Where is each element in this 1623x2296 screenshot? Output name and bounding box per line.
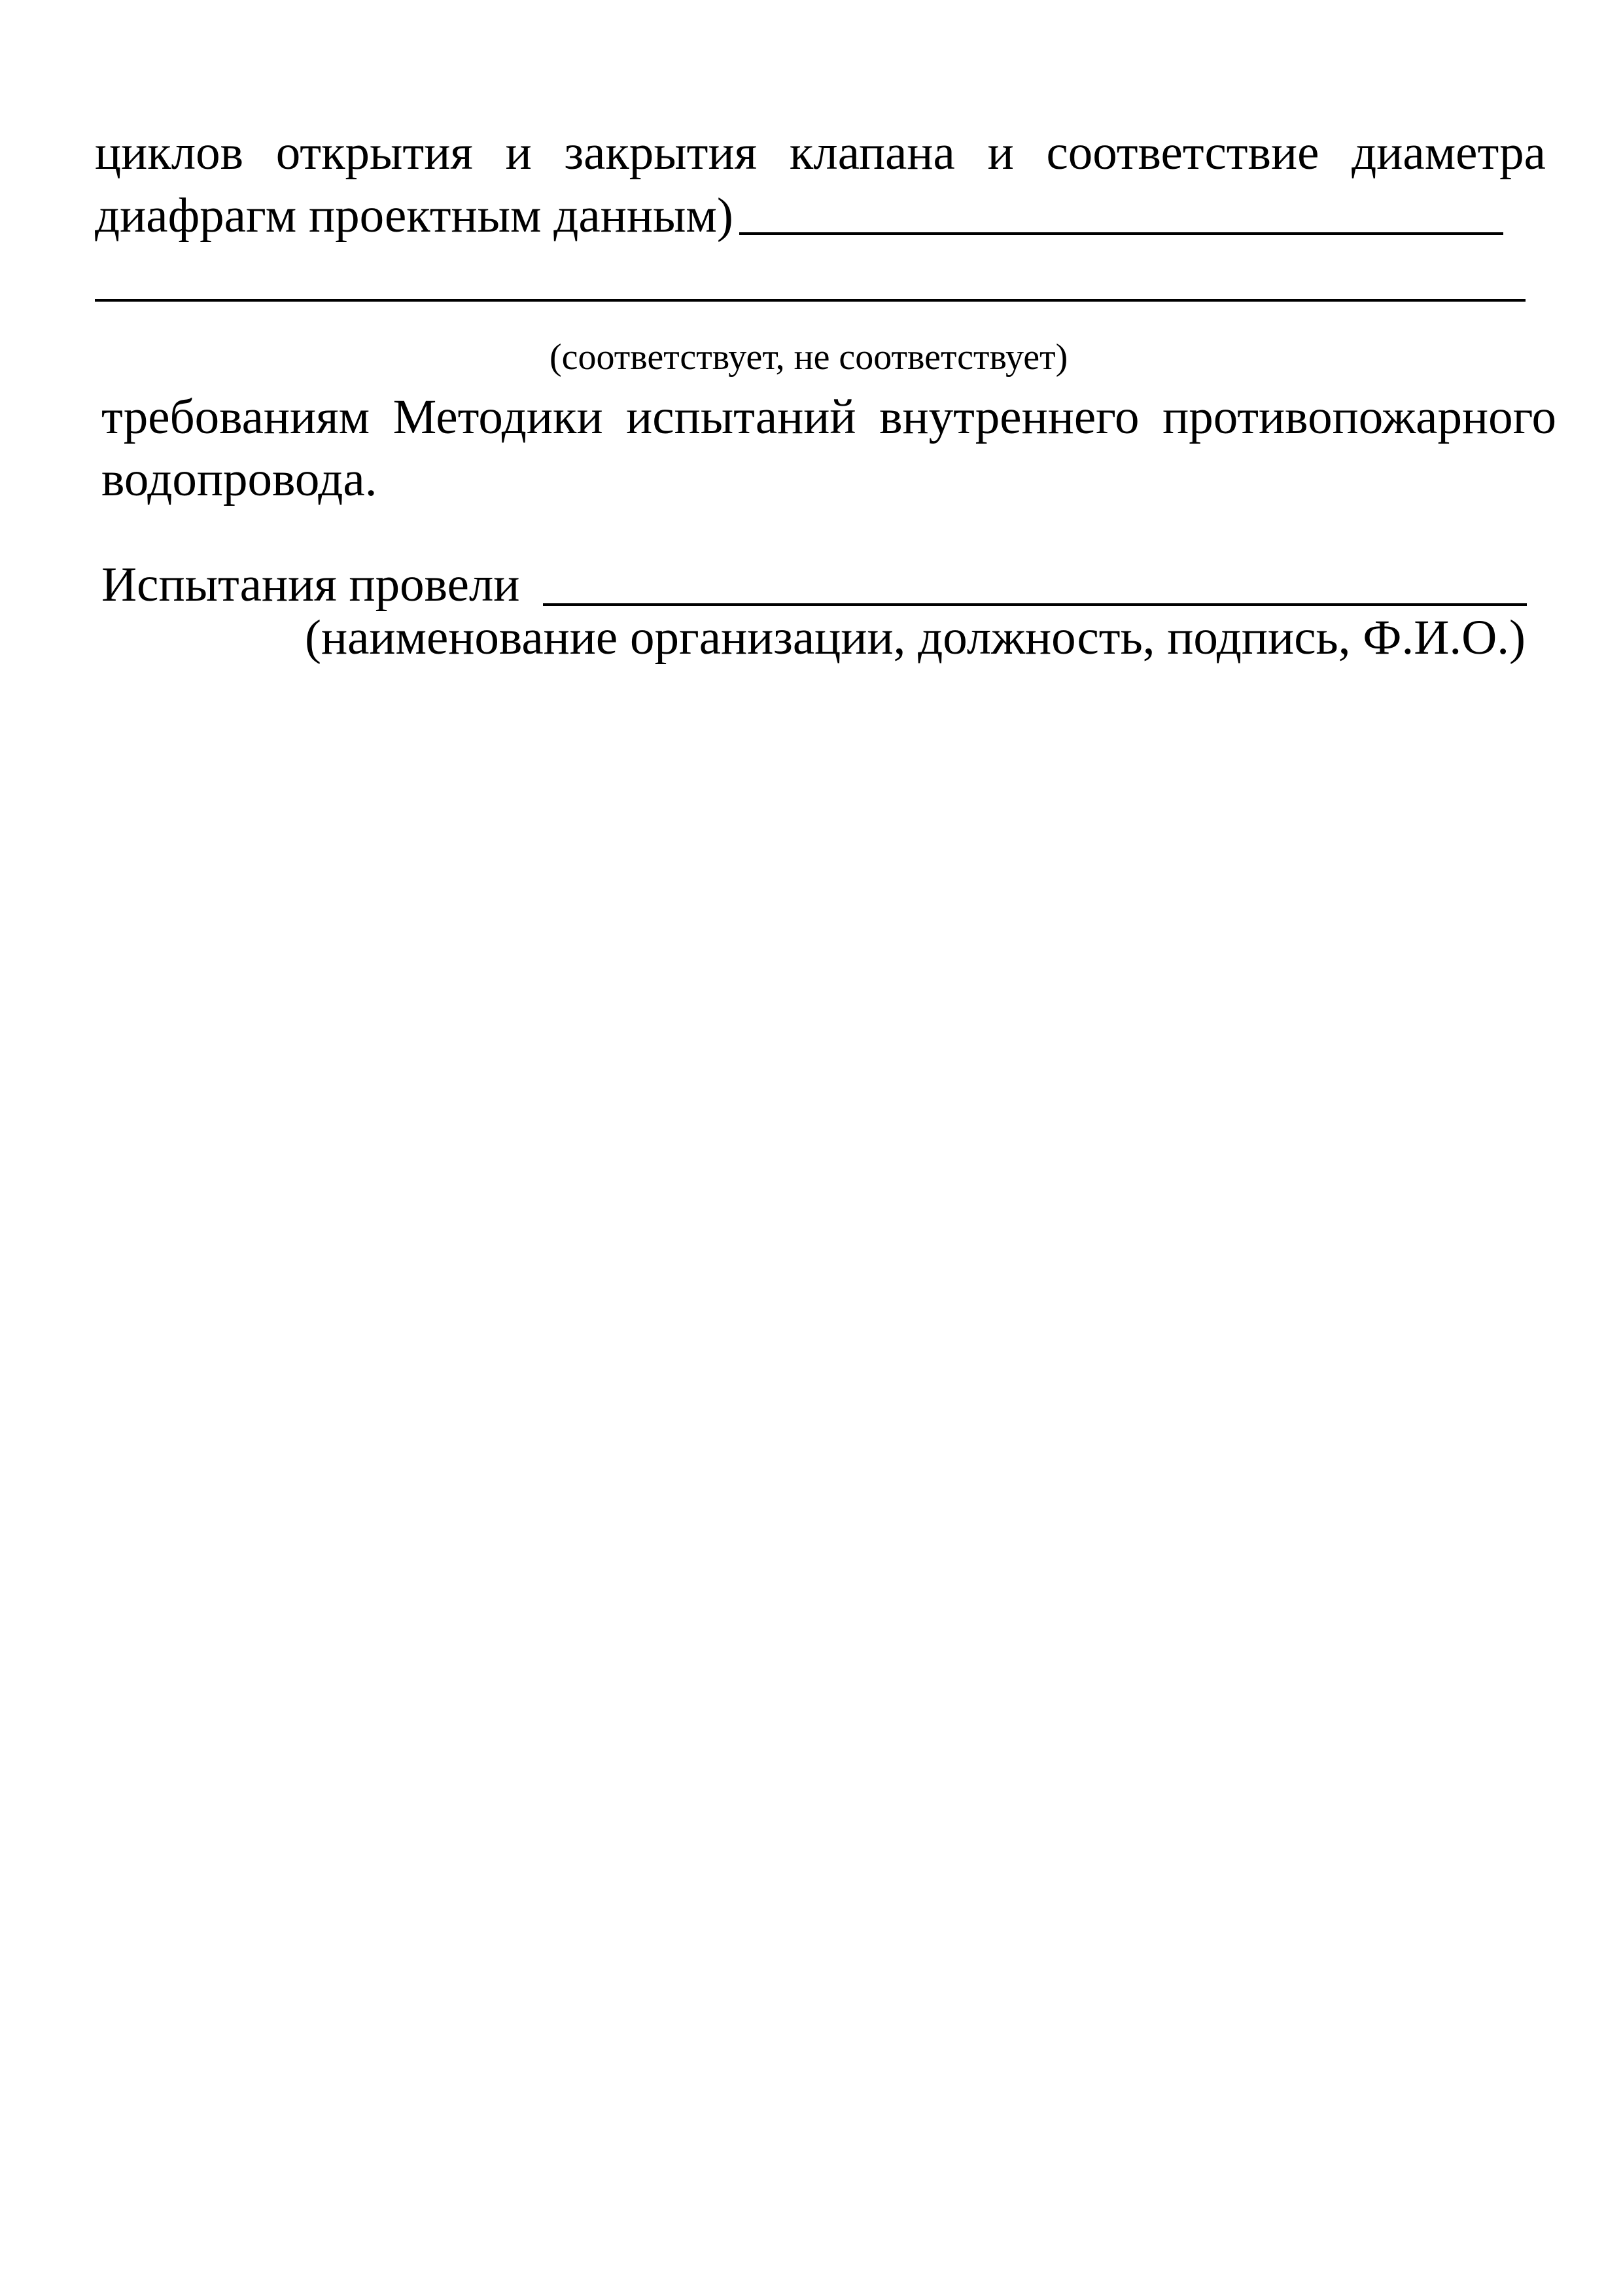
paragraph-line-5: водопровода. [101, 452, 377, 506]
paragraph-line-4 [101, 390, 1556, 444]
word: испытаний [626, 390, 856, 444]
word: диаметра [1352, 126, 1546, 180]
word: противопожарного [1162, 390, 1556, 444]
paragraph-line-1 [95, 126, 1546, 180]
word: соответствие [1046, 126, 1319, 180]
conducted-by-signature-line [543, 603, 1527, 606]
word: и [505, 126, 532, 180]
word: циклов [95, 126, 244, 180]
word: внутреннего [879, 390, 1140, 444]
word: Методики [393, 390, 603, 444]
word: клапана [789, 126, 955, 180]
conducted-by-hint: (наименование организации, должность, подпись, Ф.И.О.) [305, 610, 1526, 665]
fill-in-line-2 [95, 299, 1526, 302]
word: и [987, 126, 1014, 180]
paragraph-line-2: диафрагм проектным данным) [95, 188, 733, 243]
word: открытия [275, 126, 473, 180]
compliance-hint: (соответствует, не соответствует) [550, 337, 1068, 378]
word: закрытия [564, 126, 758, 180]
word: требованиям [101, 390, 370, 444]
fill-in-line-1 [739, 232, 1503, 235]
conducted-by-label: Испытания провели [101, 557, 520, 612]
